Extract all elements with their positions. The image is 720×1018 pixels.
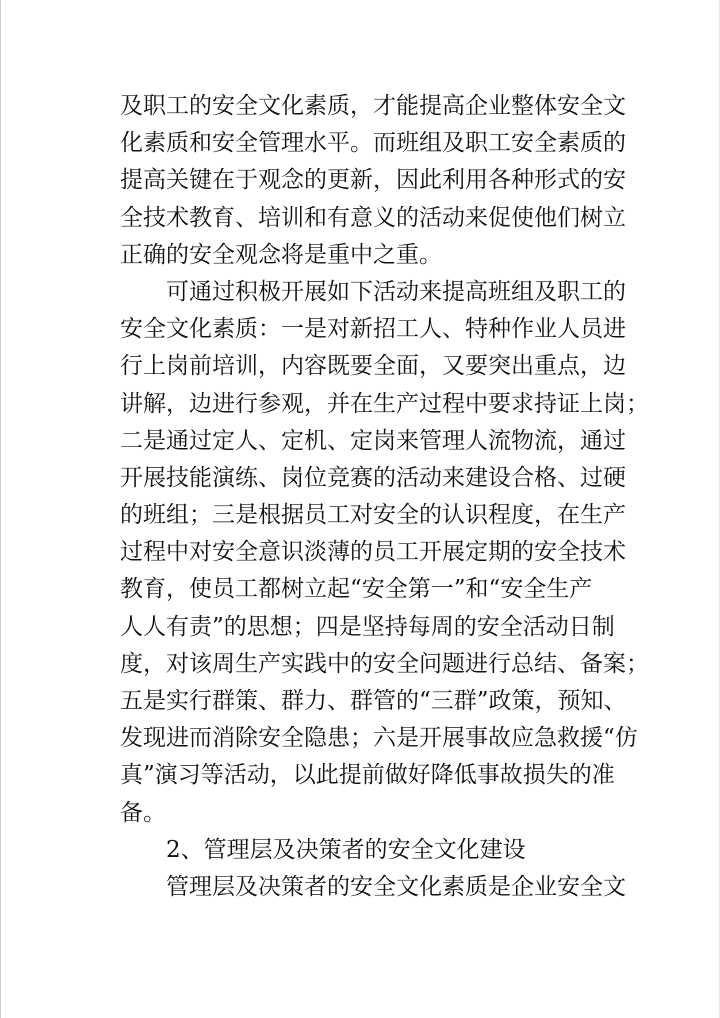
paragraph-2-line: 二是通过定人、定机、定岗来管理人流物流，通过 — [120, 427, 626, 454]
paragraph-1-line: 化素质和安全管理水平。而班组及职工安全素质的 — [120, 130, 626, 157]
paragraph-2-line: 度，对该周生产实践中的安全问题进行总结、备案； — [120, 650, 649, 677]
paragraph-1-line: 及职工的安全文化素质，才能提高企业整体安全文 — [120, 93, 626, 119]
paragraph-2-line: 发现进而消除安全隐患；六是开展事故应急救援“仿 — [120, 725, 638, 752]
paragraph-2 — [120, 274, 649, 832]
paragraph-2-line: 真”演习等活动，以此提前做好降低事故损失的准 — [120, 762, 615, 789]
paragraph-2-line: 教育，使员工都树立起“安全第一”和“安全生产 — [120, 576, 593, 603]
paragraph-1-line: 正确的安全观念将是重中之重。 — [120, 241, 442, 268]
paragraph-2-line: 讲解，边进行参观，并在生产过程中要求持证上岗； — [120, 390, 649, 417]
paragraph-2-line: 五是实行群策、群力、群管的“三群”政策，预知、 — [120, 688, 627, 714]
paragraph-3-line: 管理层及决策者的安全文化素质是企业安全文 — [166, 873, 626, 900]
paragraph-2-line: 的班组；三是根据员工对安全的认识程度，在生产 — [120, 502, 626, 529]
paragraph-2-line: 过程中对安全意识淡薄的员工开展定期的安全技术 — [120, 539, 626, 566]
paragraph-1-line: 全技术教育、培训和有意义的活动来促使他们树立 — [120, 204, 626, 231]
section-heading: 2、管理层及决策者的安全文化建设 — [166, 836, 526, 863]
paragraph-2-line: 可通过积极开展如下活动来提高班组及职工的 — [166, 278, 626, 305]
paragraph-1-line: 提高关键在于观念的更新，因此利用各种形式的安 — [120, 167, 626, 194]
paragraph-2-line: 安全文化素质：一是对新招工人、特种作业人员进 — [120, 316, 626, 343]
paragraph-2-line: 备。 — [120, 799, 166, 826]
paragraph-2-line: 行上岗前培训，内容既要全面，又要突出重点，边 — [120, 353, 626, 380]
document-body — [120, 88, 649, 906]
paragraph-2-line: 开展技能演练、岗位竞赛的活动来建设合格、过硬 — [120, 464, 626, 491]
page-left-edge — [0, 0, 1, 1018]
paragraph-3 — [120, 869, 626, 906]
paragraph-2-line: 人人有责”的思想；四是坚持每周的安全活动日制 — [120, 613, 615, 640]
paragraph-1 — [120, 88, 626, 274]
